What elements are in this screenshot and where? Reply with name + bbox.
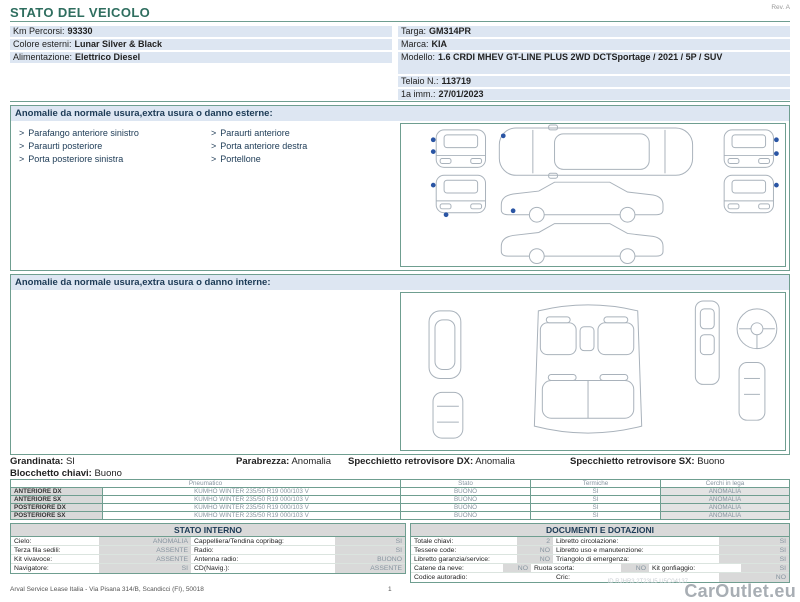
bullet-icon: > (19, 141, 25, 151)
watermark-caroutlet: CarOutlet.eu (684, 581, 796, 601)
info-value: Elettrico Diesel (75, 52, 141, 62)
list-item: > Porta posteriore sinistra (19, 154, 124, 164)
bullet-icon: > (19, 128, 25, 138)
info-value: KIA (431, 39, 448, 49)
summary-grandinata: Grandinata: SI (10, 456, 75, 467)
info-value: 113719 (441, 76, 472, 86)
revision-label: Rev. A (771, 4, 790, 11)
summary-blocchetto-chiavi: Blocchetto chiavi: Buono (10, 468, 122, 479)
steering-wheel-icon (737, 309, 777, 349)
table-row: POSTERIORE DX KUMHO WINTER 235/50 R19 000/103 V BUONO SI ANOMALIA (11, 504, 789, 512)
exterior-anomaly-list-col1 (19, 127, 139, 166)
info-row-marca (398, 39, 790, 50)
section-interior-anomalies (10, 274, 790, 455)
bullet-icon: > (211, 141, 217, 151)
col-header-termiche: Termiche (531, 480, 661, 488)
table-row: Totale chiavi: 2 Libretto circolazione: SI (411, 537, 789, 546)
car-exterior-diagram (401, 124, 785, 266)
tyre-table (10, 479, 790, 520)
tyre-table-header (11, 480, 789, 488)
table-row: ANTERIORE DX KUMHO WINTER 235/50 R19 000/103 V BUONO SI ANOMALIA (11, 488, 789, 496)
bullet-icon: > (211, 154, 217, 164)
info-value: 1.6 CRDI MHEV GT-LINE PLUS 2WD DCTSportage / 2021 / 5P / SUV (438, 52, 723, 62)
divider (10, 101, 790, 102)
info-label: Colore esterni: (13, 39, 72, 49)
stato-interno-table (10, 523, 406, 574)
list-item: > Portellone (211, 154, 261, 164)
info-label: 1a imm.: (401, 89, 436, 99)
table-row: POSTERIORE SX KUMHO WINTER 235/50 R19 000/103 V BUONO SI ANOMALIA (11, 512, 789, 520)
summary-specchietto-sx: Specchietto retrovisore SX: Buono (570, 456, 725, 467)
table-row: Terza fila sedili: ASSENTE Radio: SI (11, 546, 405, 555)
table-row: Cielo: ANOMALIA Cappelliera/Tendina copribag: SI (11, 537, 405, 546)
condition-summary (10, 456, 790, 479)
exterior-anomaly-list-col2 (211, 127, 307, 166)
documenti-dotazioni-table (410, 523, 790, 583)
info-label: Km Percorsi: (13, 26, 65, 36)
info-row-targa (398, 26, 790, 37)
col-header-cerchi: Cerchi in lega (661, 480, 789, 488)
summary-specchietto-dx: Specchietto retrovisore DX: Anomalia (348, 456, 515, 467)
info-label: Marca: (401, 39, 429, 49)
vehicle-info-right (398, 26, 790, 102)
list-item: > Porta anteriore destra (211, 141, 308, 151)
info-label: Targa: (401, 26, 427, 36)
info-label: Modello: (401, 52, 436, 62)
section-exterior-title: Anomalie da normale usura,extra usura o danno esterne: (11, 106, 789, 121)
table-row: Codice autoradio: Cric: NO (411, 573, 789, 582)
table-row: Kit vivavoce: ASSENTE Antenna radio: BUONO (11, 555, 405, 564)
info-label: Alimentazione: (13, 52, 73, 62)
col-header-stato: Stato (401, 480, 531, 488)
bullet-icon: > (211, 128, 217, 138)
interior-diagram-box (400, 292, 786, 451)
table-row: ANTERIORE SX KUMHO WINTER 235/50 R19 000/103 V BUONO SI ANOMALIA (11, 496, 789, 504)
info-value: GM314PR (429, 26, 472, 36)
info-value: 27/01/2023 (438, 89, 484, 99)
info-row-km (10, 26, 392, 37)
table-row: Libretto garanzia/service: NO Triangolo di emergenza: SI (411, 555, 789, 564)
info-label: Telaio N.: (401, 76, 439, 86)
info-value: 93330 (67, 26, 93, 36)
footer-document-code: ID RJHR3 2T23U5 U5C04137 (607, 579, 688, 585)
vehicle-info-left (10, 26, 392, 65)
info-row-alimentazione (10, 52, 392, 63)
col-header-pneumatico: Pneumatico (11, 480, 401, 488)
footer-company-address: Arval Service Lease Italia - Via Pisana 314/B, Scandicci (FI), 50018 (10, 586, 204, 593)
list-item: > Paraurti posteriore (19, 141, 103, 151)
car-interior-diagram (401, 293, 785, 450)
table-row: Catene da neve: NO Ruota scorta: NO Kit gonfiaggio: SI (411, 564, 789, 573)
table-row: Tessere code: NO Libretto uso e manutenzione: SI (411, 546, 789, 555)
exterior-diagram-box (400, 123, 786, 267)
section-interior-title: Anomalie da normale usura,extra usura o danno interne: (11, 275, 789, 290)
list-item: > Parafango anteriore sinistro (19, 128, 139, 138)
info-row-telaio (398, 76, 790, 87)
info-row-colore (10, 39, 392, 50)
page-title: STATO DEL VEICOLO (10, 5, 151, 20)
info-row-modello (398, 52, 790, 74)
info-value: Lunar Silver & Black (74, 39, 163, 49)
stato-interno-title: STATO INTERNO (11, 524, 405, 537)
footer-page-number: 1 (388, 586, 392, 593)
info-row-immatricolazione (398, 89, 790, 100)
summary-parabrezza: Parabrezza: Anomalia (236, 456, 332, 467)
divider (10, 21, 790, 22)
section-exterior-anomalies (10, 105, 790, 271)
list-item: > Paraurti anteriore (211, 128, 290, 138)
table-row: Navigatore: SI CD(Navig.): ASSENTE (11, 564, 405, 573)
bullet-icon: > (19, 154, 25, 164)
documenti-title: DOCUMENTI E DOTAZIONI (411, 524, 789, 537)
